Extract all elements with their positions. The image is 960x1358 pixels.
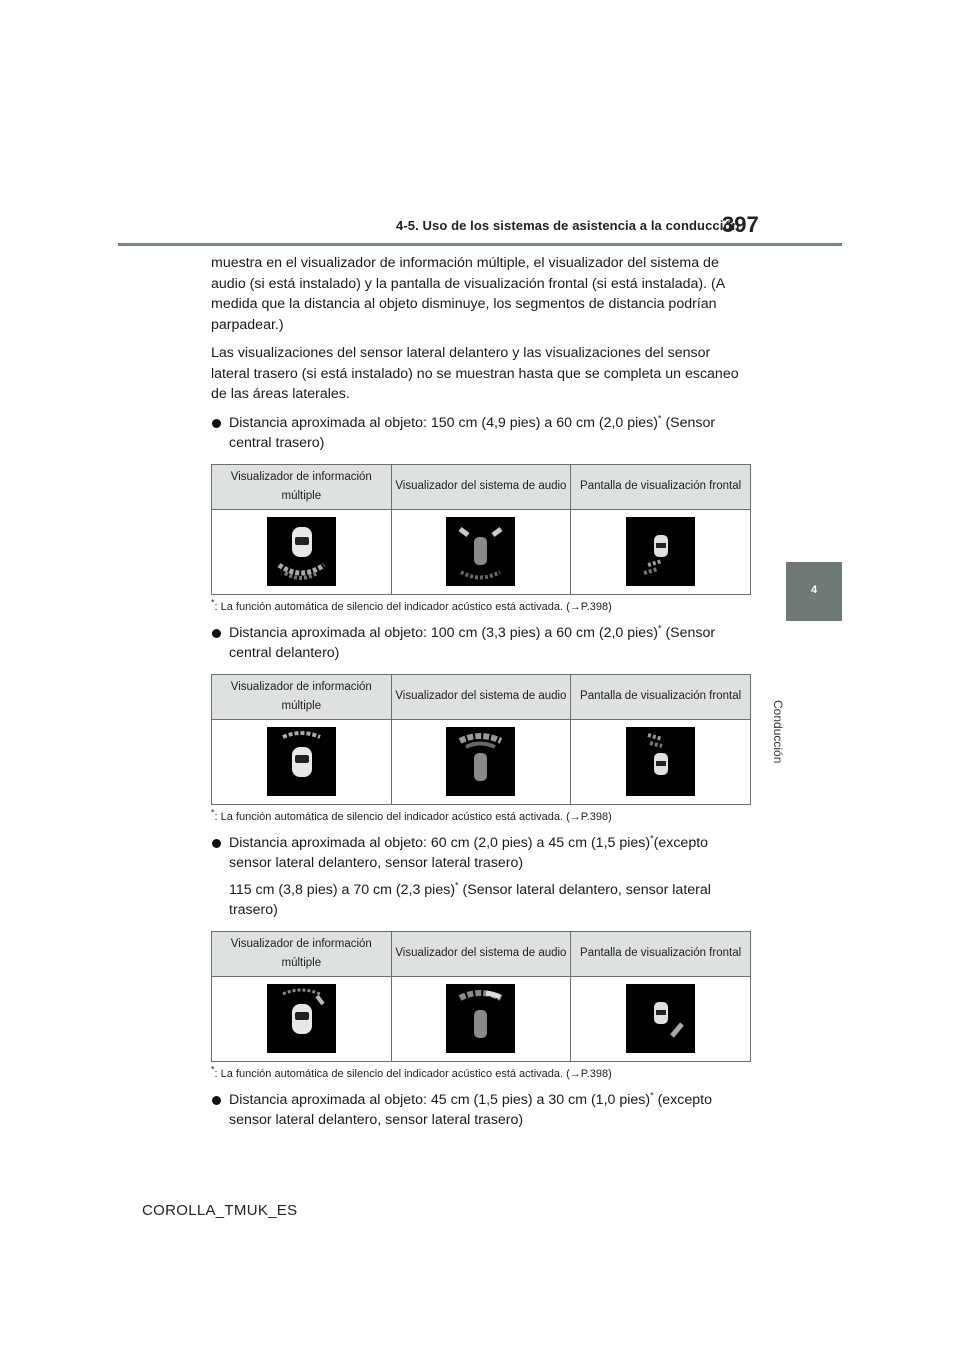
footnote-mark: *	[650, 832, 654, 843]
bullet-icon	[212, 839, 221, 848]
distance-bullet-1	[211, 413, 751, 454]
header-hud: Pantalla de visualización frontal	[571, 464, 751, 509]
hud-rear-screen-image	[626, 517, 695, 586]
footnote-mark: *	[211, 596, 215, 607]
chapter-label-wrap	[771, 630, 810, 764]
bullet-icon	[212, 419, 221, 428]
bullet-text: Distancia aproximada al objeto: 150 cm (4,9 pies) a 60 cm (2,0 pies)	[229, 414, 658, 431]
header-multi-info: Visualizador de información múltiple	[212, 464, 392, 509]
header-multi-info: Visualizador de información múltiple	[212, 674, 392, 719]
header-audio: Visualizador del sistema de audio	[391, 674, 571, 719]
display-table-1	[211, 464, 751, 595]
intro-paragraph-1: muestra en el visualizador de información múltiple, el visualizador del sistema de audio (si está instalado) y la pantalla de visualización frontal (si está instalada). (A medida que la distancia al objeto disminuye, los segmentos de distancia podrían parpadear.)	[211, 255, 725, 333]
header-audio: Visualizador del sistema de audio	[391, 931, 571, 976]
chapter-label: Conducción	[771, 700, 785, 764]
footnote-text: La función automática de silencio del indicador acústico está activada. (→P.398)	[220, 810, 612, 823]
hud-front-screen-image	[626, 727, 695, 796]
bullet-line2-tail: (Sensor lateral delantero, sensor lateral trasero)	[229, 881, 711, 918]
audio-front-screen-image	[446, 727, 515, 796]
distance-bullet-4	[211, 1090, 751, 1131]
footnote-text: La función automática de silencio del indicador acústico está activada. (→P.398)	[220, 1067, 612, 1080]
mid-screen-cell	[212, 976, 392, 1061]
bullet-text-tail: (Sensor central delantero)	[229, 624, 716, 661]
footnote-mark: *	[455, 879, 459, 890]
intro-paragraph-2: Las visualizaciones del sensor lateral delantero y las visualizaciones del sensor lateral trasero (si está instalado) no se muestran hasta que se completa un escaneo de las áreas laterales.	[211, 345, 739, 402]
chapter-number: 4	[810, 584, 818, 596]
header-audio: Visualizador del sistema de audio	[391, 464, 571, 509]
display-table-2	[211, 674, 751, 805]
bullet-text-tail: (excepto sensor lateral delantero, sensor lateral trasero)	[229, 834, 709, 871]
footnote-3: *: La función automática de silencio del indicador acústico está activada. (→P.398)	[211, 1063, 612, 1080]
footnote-mark: *	[658, 412, 662, 423]
page-number: 397	[722, 212, 759, 237]
distance-bullet-3	[211, 833, 751, 921]
model-code-footer: COROLLA_TMUK_ES	[142, 1202, 298, 1219]
page-content	[211, 253, 751, 1131]
header-hud: Pantalla de visualización frontal	[571, 674, 751, 719]
footnote-mark: *	[211, 806, 215, 817]
hud-screen-cell	[571, 976, 751, 1061]
header-hud: Pantalla de visualización frontal	[571, 931, 751, 976]
mid-front-screen-image	[267, 727, 336, 796]
bullet-text: Distancia aproximada al objeto: 45 cm (1,5 pies) a 30 cm (1,0 pies)	[229, 1091, 651, 1108]
mid-screen-cell	[212, 719, 392, 804]
bullet-text: Distancia aproximada al objeto: 60 cm (2,0 pies) a 45 cm (1,5 pies)	[229, 834, 651, 851]
bullet-text-tail: (excepto sensor lateral delantero, sensor lateral trasero)	[229, 1091, 712, 1128]
audio-screen-cell	[391, 509, 571, 594]
footnote-mark: *	[658, 622, 662, 633]
header-multi-info: Visualizador de información múltiple	[212, 931, 392, 976]
bullet-line2-text: 115 cm (3,8 pies) a 70 cm (2,3 pies)	[229, 881, 456, 898]
bullet-text-tail: (Sensor central trasero)	[229, 414, 716, 451]
bullet-icon	[212, 1096, 221, 1105]
audio-rear-screen-image	[446, 517, 515, 586]
footnote-1: *: La función automática de silencio del indicador acústico está activada. (→P.398)	[211, 596, 612, 613]
footnote-mark: *	[211, 1063, 215, 1074]
mid-screen-cell	[212, 509, 392, 594]
section-title: 4-5. Uso de los sistemas de asistencia a la conducción	[396, 218, 740, 233]
hud-screen-cell	[571, 509, 751, 594]
audio-side-screen-image	[446, 984, 515, 1053]
footnote-2: *: La función automática de silencio del indicador acústico está activada. (→P.398)	[211, 806, 612, 823]
footnote-mark: *	[650, 1089, 654, 1100]
mid-side-screen-image	[267, 984, 336, 1053]
audio-screen-cell	[391, 976, 571, 1061]
bullet-icon	[212, 629, 221, 638]
hud-side-screen-image	[626, 984, 695, 1053]
hud-screen-cell	[571, 719, 751, 804]
footnote-text: La función automática de silencio del indicador acústico está activada. (→P.398)	[220, 600, 612, 613]
display-table-3	[211, 931, 751, 1062]
header-divider	[118, 243, 842, 246]
bullet-text: Distancia aproximada al objeto: 100 cm (3,3 pies) a 60 cm (2,0 pies)	[229, 624, 658, 641]
audio-screen-cell	[391, 719, 571, 804]
chapter-tab	[786, 562, 842, 621]
distance-bullet-2	[211, 623, 751, 664]
mid-rear-screen-image	[267, 517, 336, 586]
